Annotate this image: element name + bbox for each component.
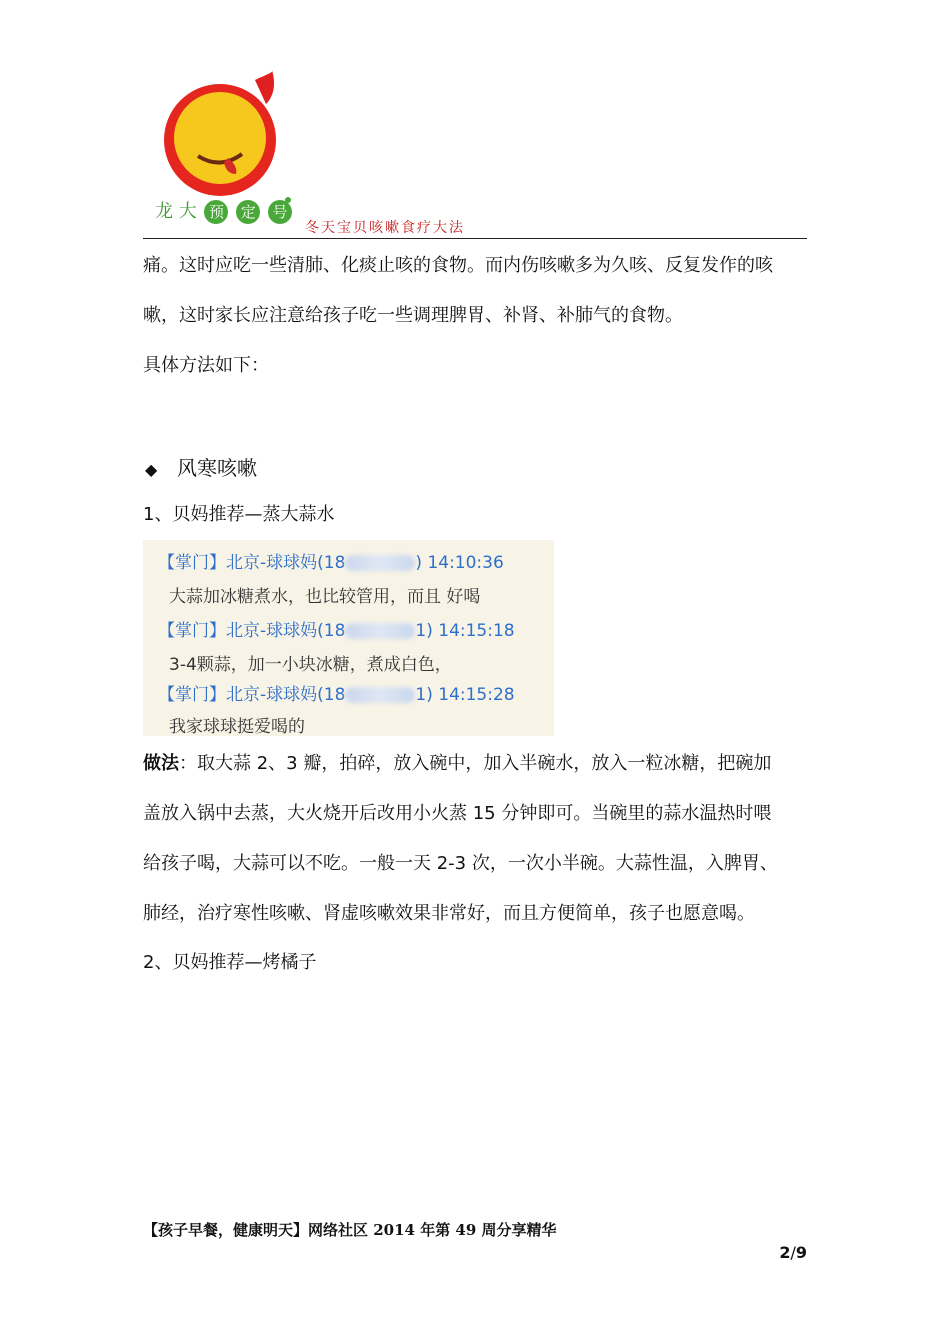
method-line: 肺经，治疗寒性咳嗽、肾虚咳嗽效果非常好，而且方便简单，孩子也愿意喝。	[143, 903, 755, 924]
brand-logo-text	[155, 197, 292, 224]
footer-text: 【孩子早餐，健康明天】网络社区 2014 年第 49 周分享精华	[143, 1221, 557, 1239]
page-total: 9	[795, 1243, 807, 1262]
page-number	[779, 1243, 807, 1262]
redacted-number	[345, 687, 415, 703]
diamond-bullet-icon: ◆	[145, 460, 158, 479]
redacted-number	[345, 555, 415, 571]
brand-bubble: 预	[204, 200, 228, 224]
chat-screenshot	[143, 540, 554, 736]
method-line: 盖放入锅中去蒸，大火烧开后改用小火蒸 15 分钟即可。当碗里的蒜水温热时喂	[143, 803, 772, 824]
method-text: ：取大蒜 2、3 瓣，拍碎，放入碗中，加入半碗水，放入一粒冰糖，把碗加	[179, 753, 772, 774]
section-title: 风寒咳嗽	[177, 456, 257, 480]
method-line: 给孩子喝，大蒜可以不吃。一般一天 2-3 次，一次小半碗。大蒜性温，入脾胃、	[143, 853, 778, 874]
header-title: 冬天宝贝咳嗽食疗大法	[305, 220, 465, 236]
chat-time: 1) 14:15:18	[415, 621, 515, 641]
brand-bubble: 号	[268, 200, 292, 224]
page-current: 2	[779, 1243, 791, 1262]
method-line	[143, 739, 813, 789]
method-intro: 具体方法如下：	[143, 355, 269, 376]
paragraph-line: 痛。这时应吃一些清肺、化痰止咳的食物。而内伤咳嗽多为久咳、反复发作的咳	[143, 255, 773, 276]
method-label: 做法	[143, 753, 179, 774]
chat-meta	[158, 616, 515, 641]
header-divider	[143, 238, 807, 239]
chat-sender: 【掌门】北京-球球妈(18	[158, 685, 346, 705]
chat-time: 1) 14:15:28	[415, 685, 515, 705]
item-title: 1、贝妈推荐—蒸大蒜水	[143, 504, 335, 525]
chat-time: ) 14:10:36	[415, 553, 504, 573]
redacted-number	[345, 623, 415, 639]
section-heading	[145, 452, 257, 481]
brand-char: 龙	[155, 201, 173, 222]
chat-sender: 【掌门】北京-球球妈(18	[158, 621, 346, 641]
chat-sender: 【掌门】北京-球球妈(18	[158, 553, 346, 573]
brand-char: 大	[178, 201, 197, 222]
chat-message: 3-4颗蒜，加一小块冰糖，煮成白色，	[169, 655, 452, 675]
brand-bubble: 定	[236, 200, 260, 224]
page-sep: /	[790, 1243, 796, 1262]
paragraph-line: 嗽，这时家长应注意给孩子吃一些调理脾胃、补肾、补肺气的食物。	[143, 305, 683, 326]
item-title: 2、贝妈推荐—烤橘子	[143, 952, 317, 973]
chat-meta	[158, 680, 515, 705]
chat-message: 我家球球挺爱喝的	[169, 717, 305, 737]
chat-meta	[158, 548, 504, 573]
chat-message: 大蒜加冰糖煮水，也比较管用，而且 好喝	[169, 587, 481, 607]
